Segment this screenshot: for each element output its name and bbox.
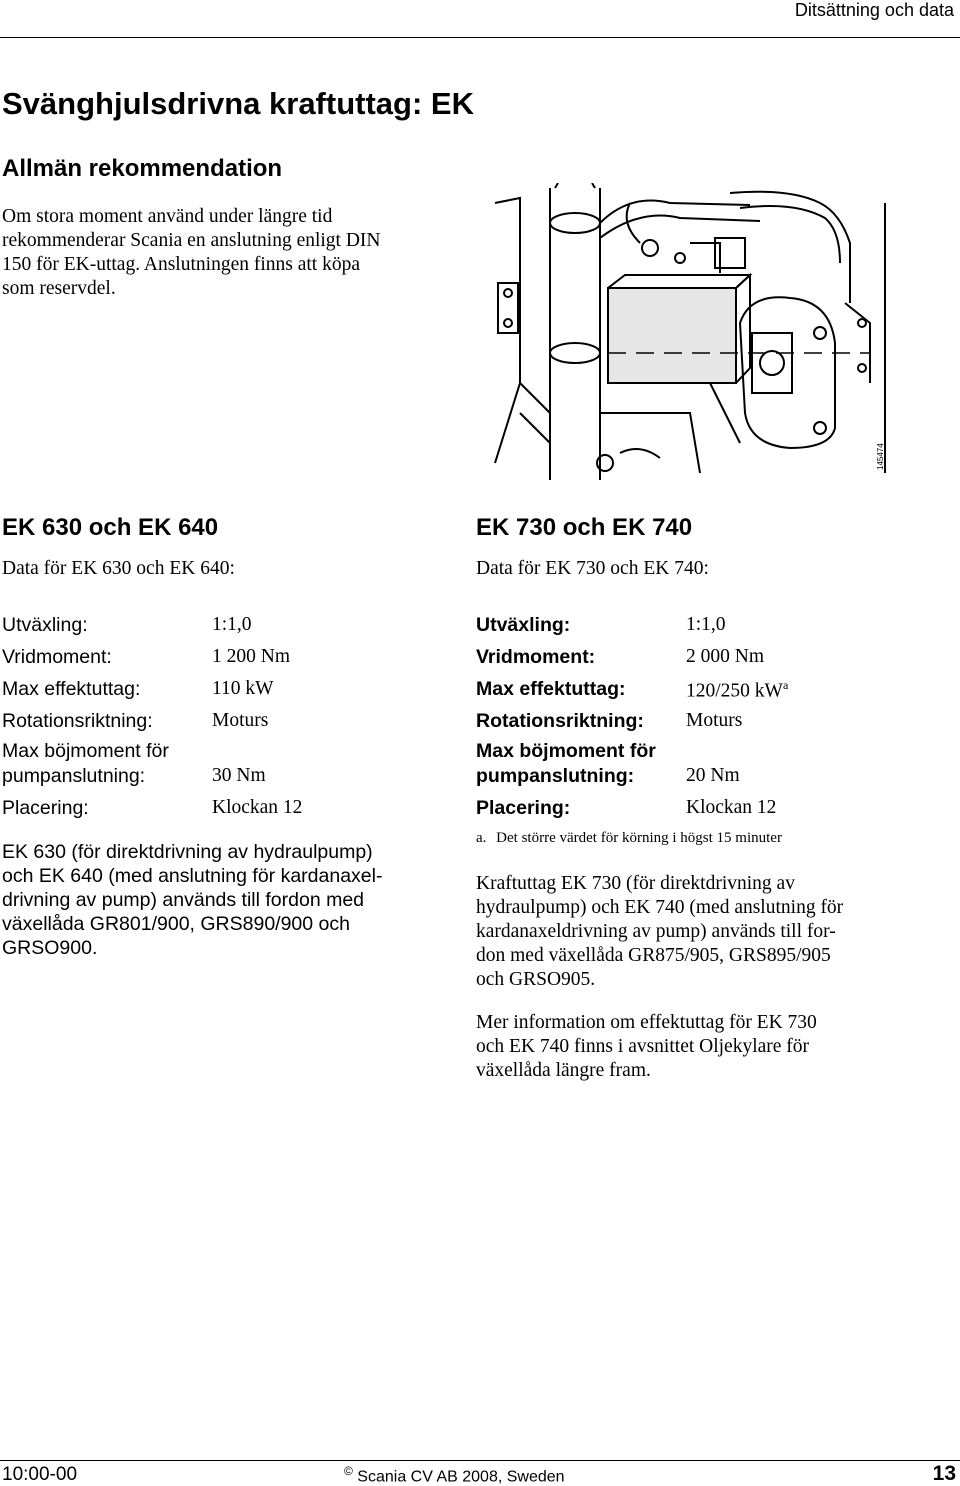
right-value-effektuttag: [686, 678, 788, 703]
left-value-vridmoment: 1 200 Nm: [212, 646, 290, 667]
document-code: 10:00-00: [2, 1464, 78, 1485]
paragraph-line: hydraulpump) och EK 740 (med anslutning för: [476, 897, 844, 918]
footnote-text: Det större värdet för körning i högst 15 minuter: [496, 830, 782, 846]
section-header: Ditsättning och data: [794, 0, 954, 20]
right-value-placering: Klockan 12: [686, 797, 777, 818]
page-title: Svänghjulsdrivna kraftuttag: EK: [2, 86, 474, 121]
header-divider: [0, 37, 960, 38]
paragraph-line: och GRSO905.: [476, 969, 596, 990]
right-row-bojmoment-line2: pumpanslutning:: [476, 765, 635, 787]
right-column-title: EK 730 och EK 740: [476, 514, 693, 541]
right-paragraph-1: [476, 872, 916, 992]
footer-divider: [0, 1460, 960, 1461]
left-value-utvaxling: 1:1,0: [212, 614, 252, 635]
right-data-intro: Data för EK 730 och EK 740:: [476, 558, 709, 579]
paragraph-line: EK 630 (för direktdrivning av hydraulpump): [2, 841, 373, 863]
left-value-rotation: Moturs: [212, 710, 269, 731]
right-value-rotation: Moturs: [686, 710, 743, 731]
copyright-text: Scania CV AB 2008, Sweden: [357, 1468, 565, 1486]
row-label: Utväxling:: [2, 614, 88, 636]
left-value-effektuttag: 110 kW: [212, 678, 274, 699]
right-value-vridmoment: 2 000 Nm: [686, 646, 764, 667]
left-row-bojmoment-line2: pumpanslutning:: [2, 765, 146, 787]
engine-pto-illustration: [490, 183, 890, 480]
value-text: 120/250 kW: [686, 680, 783, 702]
figure-number: 145474: [876, 443, 885, 470]
left-paragraph: [2, 840, 422, 960]
left-row-bojmoment-line1: Max böjmoment för: [2, 740, 169, 762]
footnote: [476, 830, 782, 847]
row-label: Rotationsriktning:: [2, 710, 153, 732]
paragraph-line: växellåda GR801/900, GRS890/900 och: [2, 913, 350, 935]
footnote-marker: a.: [476, 830, 487, 846]
right-row-rotation: Rotationsriktning:: [476, 710, 644, 732]
right-value-utvaxling: 1:1,0: [686, 614, 726, 635]
left-value-bojmoment: 30 Nm: [212, 765, 266, 786]
right-row-placering: Placering:: [476, 797, 571, 819]
row-label: Vridmoment:: [2, 646, 112, 668]
right-row-utvaxling: Utväxling:: [476, 614, 571, 636]
paragraph-line: GRSO900.: [2, 937, 98, 959]
paragraph-line: Kraftuttag EK 730 (för direktdrivning av: [476, 873, 795, 894]
paragraph-line: drivning av pump) används till fordon med: [2, 889, 365, 911]
paragraph-line: och EK 740 finns i avsnittet Oljekylare för: [476, 1036, 810, 1057]
paragraph-line: och EK 640 (med anslutning för kardanaxel-: [2, 865, 383, 887]
page-number: 13: [932, 1462, 956, 1485]
section-subtitle: Allmän rekommendation: [2, 155, 283, 182]
footnote-ref: a: [782, 678, 789, 692]
left-value-placering: Klockan 12: [212, 797, 303, 818]
paragraph-line: Mer information om effektuttag för EK 730: [476, 1012, 817, 1033]
right-row-bojmoment-line1: Max böjmoment för: [476, 740, 656, 762]
right-row-vridmoment: Vridmoment:: [476, 646, 596, 668]
left-data-intro: Data för EK 630 och EK 640:: [2, 558, 235, 579]
intro-paragraph: Om stora moment använd under längre tid rekommenderar Scania en anslutning enligt DIN 150 för EK-uttag. Anslutningen finns att köpa som reservdel.: [2, 206, 381, 299]
right-row-effektuttag: Max effektuttag:: [476, 678, 626, 700]
paragraph-line: växellåda längre fram.: [476, 1060, 651, 1081]
right-value-bojmoment: 20 Nm: [686, 765, 740, 786]
paragraph-line: kardanaxeldrivning av pump) används till for-: [476, 921, 836, 942]
right-paragraph-2: [476, 1011, 916, 1083]
left-column-title: EK 630 och EK 640: [2, 514, 219, 541]
left-row-placering: Placering:: [2, 797, 89, 819]
paragraph-line: don med växellåda GR875/905, GRS895/905: [476, 945, 831, 966]
copyright-symbol: ©: [344, 1464, 353, 1478]
row-label: Max effektuttag:: [2, 678, 141, 700]
